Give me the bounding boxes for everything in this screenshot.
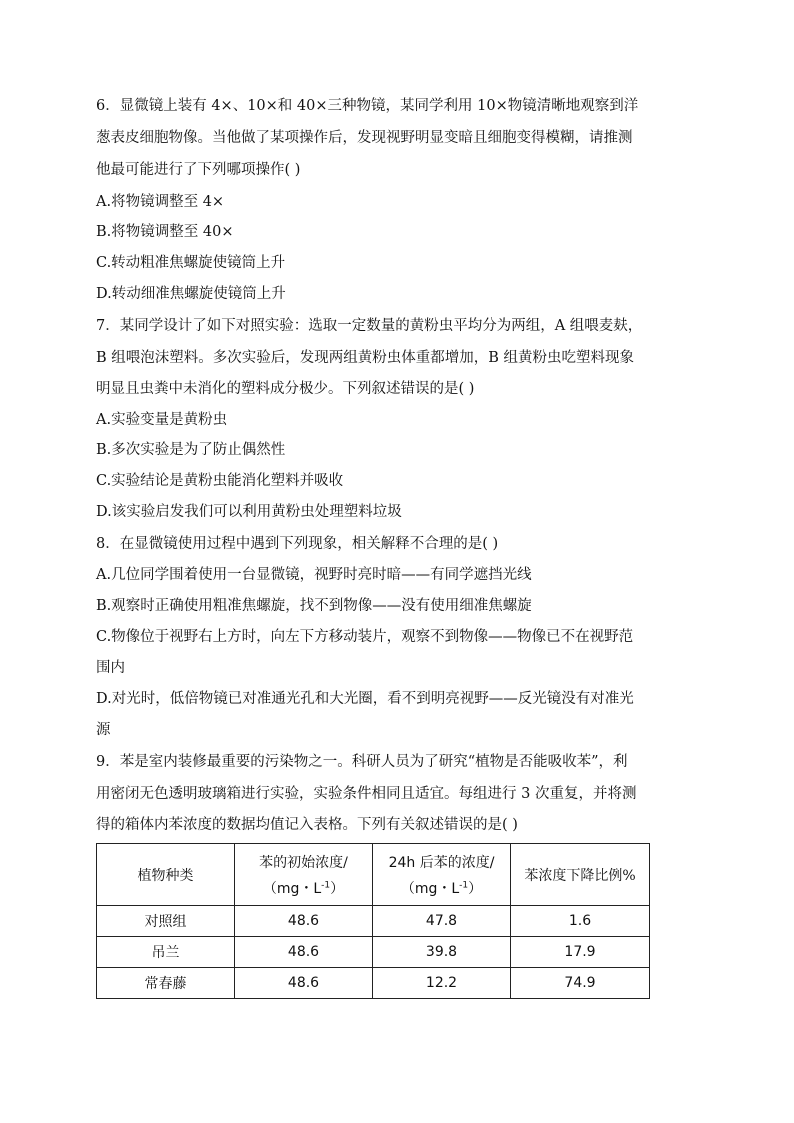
q7-option-d: D.该实验启发我们可以利用黄粉虫处理塑料垃圾 xyxy=(96,504,402,520)
cell-ratio: 74.9 xyxy=(511,968,650,999)
q8-stem: 8．在显微镜使用过程中遇到下列现象，相关解释不合理的是( ) xyxy=(96,536,499,552)
q7-stem-line1: 7．某同学设计了如下对照实验：选取一定数量的黄粉虫平均分为两组，A 组喂麦麸， xyxy=(96,318,643,334)
q8-option-d-line2: 源 xyxy=(96,722,111,738)
q6-option-b: B.将物镜调整至 40× xyxy=(96,224,234,240)
q6-stem-line1: 6．显微镜上装有 4×、10×和 40×三种物镜，某同学利用 10×物镜清晰地观察到洋 xyxy=(96,98,639,114)
q6-option-c: C.转动粗准焦螺旋使镜筒上升 xyxy=(96,255,286,271)
cell-initial: 48.6 xyxy=(235,968,373,999)
q9-stem-line1: 9．苯是室内装修最重要的污染物之一。科研人员为了研究“植物是否能吸收苯”，利 xyxy=(96,754,628,770)
table-header-row xyxy=(97,844,650,906)
q6-stem-line3: 他最可能进行了下列哪项操作( ) xyxy=(96,162,301,178)
cell-initial: 48.6 xyxy=(235,906,373,937)
q7-option-b: B.多次实验是为了防止偶然性 xyxy=(96,442,286,458)
q6-option-a: A.将物镜调整至 4× xyxy=(96,194,225,210)
table-row xyxy=(97,937,650,968)
table-row xyxy=(97,968,650,999)
header-initial-concentration: 苯的初始浓度/ （mg・$L^{-1}$） xyxy=(235,844,373,906)
q7-option-a: A.实验变量是黄粉虫 xyxy=(96,412,228,428)
cell-plant: 常春藤 xyxy=(97,968,235,999)
q8-option-c-line1: C.物像位于视野右上方时，向左下方移动装片，观察不到物像——物像已不在视野范 xyxy=(96,629,634,645)
cell-after: 12.2 xyxy=(373,968,511,999)
header-24h-concentration: 24h 后苯的浓度/ （mg・$L^{-1}$） xyxy=(373,844,511,906)
q9-stem-line3: 得的箱体内苯浓度的数据均值记入表格。下列有关叙述错误的是( ) xyxy=(96,817,518,833)
header-plant-type: 植物种类 xyxy=(97,844,235,906)
q7-option-c: C.实验结论是黄粉虫能消化塑料并吸收 xyxy=(96,473,344,489)
benzene-data-table xyxy=(96,843,650,999)
cell-after: 47.8 xyxy=(373,906,511,937)
q8-option-c-line2: 围内 xyxy=(96,660,125,676)
q7-stem-line2: B 组喂泡沫塑料。多次实验后，发现两组黄粉虫体重都增加，B 组黄粉虫吃塑料现象 xyxy=(96,350,635,366)
q8-option-b: B.观察时正确使用粗准焦螺旋，找不到物像——没有使用细准焦螺旋 xyxy=(96,598,532,614)
cell-plant: 吊兰 xyxy=(97,937,235,968)
q6-stem-line2: 葱表皮细胞物像。当他做了某项操作后，发现视野明显变暗且细胞变得模糊，请推测 xyxy=(96,130,633,146)
q8-option-d-line1: D.对光时，低倍物镜已对准通光孔和大光圈，看不到明亮视野——反光镜没有对准光 xyxy=(96,691,634,707)
q9-stem-line2: 用密闭无色透明玻璃箱进行实验，实验条件相同且适宜。每组进行 3 次重复，并将测 xyxy=(96,786,637,802)
q7-stem-line3: 明显且虫粪中未消化的塑料成分极少。下列叙述错误的是( ) xyxy=(96,381,475,397)
cell-plant: 对照组 xyxy=(97,906,235,937)
q6-option-d: D.转动细准焦螺旋使镜筒上升 xyxy=(96,286,286,302)
q8-option-a: A.几位同学围着使用一台显微镜，视野时亮时暗——有同学遮挡光线 xyxy=(96,567,532,583)
cell-after: 39.8 xyxy=(373,937,511,968)
header-decrease-ratio: 苯浓度下降比例% xyxy=(511,844,650,906)
cell-ratio: 1.6 xyxy=(511,906,650,937)
cell-initial: 48.6 xyxy=(235,937,373,968)
cell-ratio: 17.9 xyxy=(511,937,650,968)
table-row xyxy=(97,906,650,937)
